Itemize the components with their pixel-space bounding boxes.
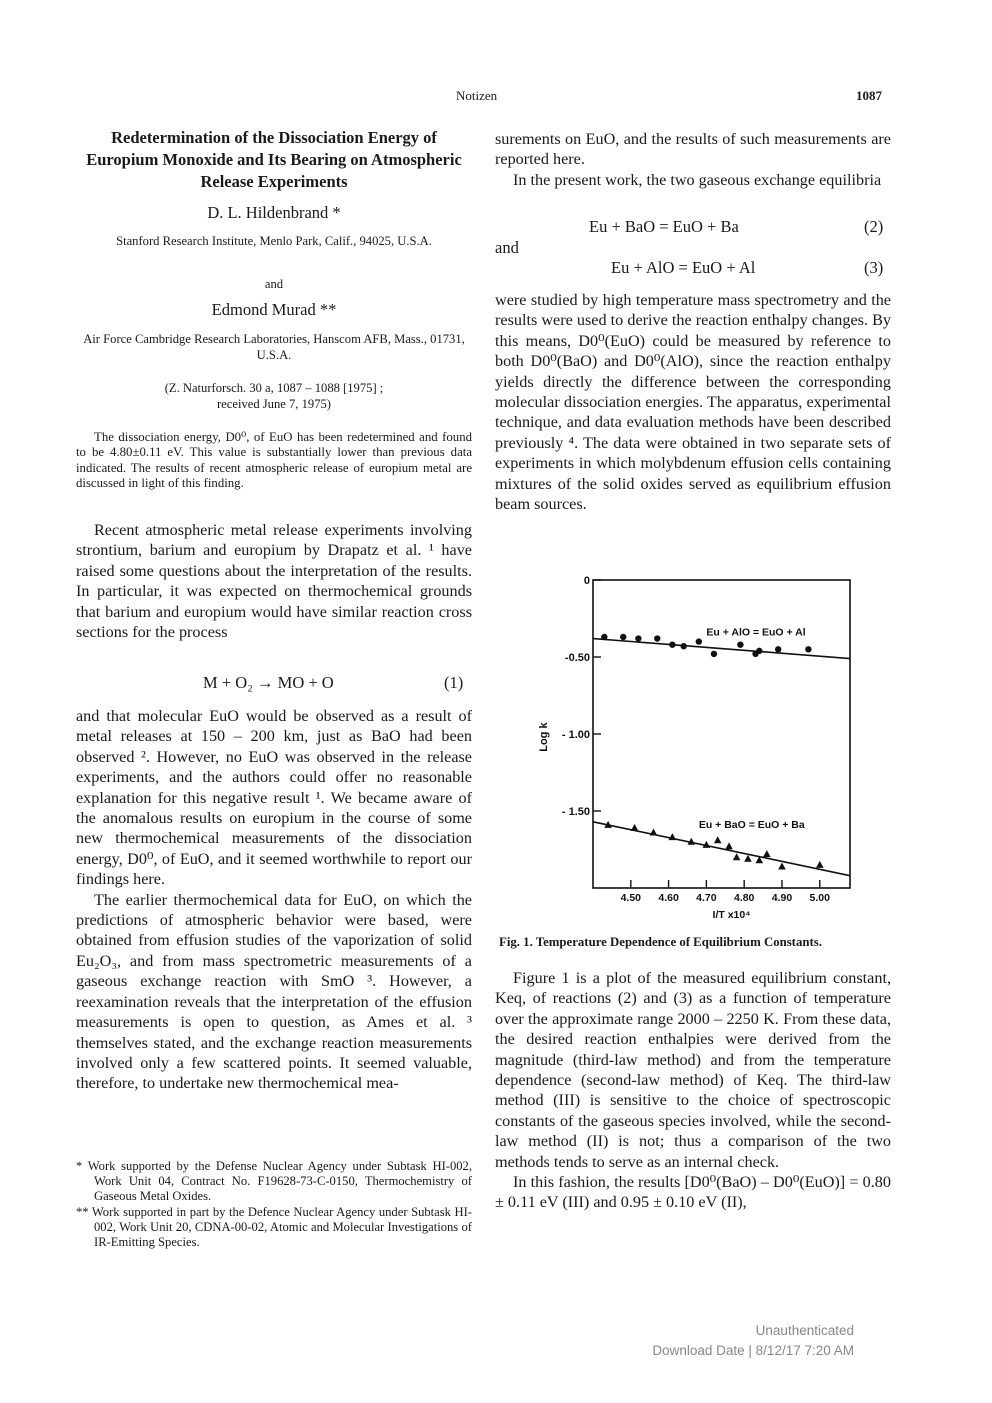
x-tick-label: 4.60 — [658, 892, 679, 904]
data-point-triangle — [669, 833, 677, 840]
equation-3-number: (3) — [864, 258, 884, 277]
page-number: 1087 — [856, 88, 882, 103]
right-body-lower — [495, 968, 891, 1213]
affiliation-1: Stanford Research Institute, Menlo Park, Calif., 94025, U.S.A. — [116, 234, 432, 248]
data-point-circle — [681, 643, 687, 649]
unauthenticated-label: Unauthenticated — [755, 1323, 854, 1338]
equation-2-number: (2) — [864, 217, 884, 236]
data-point-triangle — [714, 836, 722, 843]
footnote-1: * Work supported by the Defense Nuclear Agency under Subtask HI-002, Work Unit 04, Contract No. F19628-73-C-0150, Thermochemistry of Gaseous Metal Oxides. — [76, 1159, 472, 1204]
data-point-circle — [635, 635, 641, 641]
data-point-circle — [696, 638, 702, 644]
x-tick-label: 4.50 — [620, 892, 642, 904]
article-title: Redetermination of the Dissociation Energy of Europium Monoxide and Its Bearing on Atmospheric Release Experiments — [86, 128, 462, 191]
paragraph: In this fashion, the results [D0⁰(BaO) – D0⁰(EuO)] = 0.80 ± 0.11 eV (III) and 0.95 ± 0.10 eV (II), — [495, 1173, 891, 1212]
y-tick-label: 0 — [583, 575, 590, 587]
equation-1: M + O₂ → MO + O — [203, 673, 334, 692]
data-point-circle — [775, 646, 781, 652]
left-body-lower — [76, 706, 472, 1094]
data-point-circle — [620, 634, 626, 640]
x-axis-label: I/T x10⁴ — [712, 909, 751, 920]
paragraph: The earlier thermochemical data for EuO, on which the predictions of atmospheric behavior were based, were obtained from effusion studies of the vaporization of solid Eu₂O₃, and from mass spectrometric measurements of a gaseous exchange reaction with SmO ³. However, a reexamination reveals that the interpretation of the effusion measurements is open to question, as Ames et al. ³ themselves stated, and the exchange reaction measurements involved only a few scattered points. It seemed valuable, therefore, to undertake new thermochemical mea- — [76, 890, 472, 1093]
section-header: Notizen — [456, 88, 498, 103]
data-point-triangle — [778, 862, 786, 869]
paragraph: and that molecular EuO would be observed as a result of metal releases at 150 – 200 km, just as BaO had been observed ². However, no EuO was observed in the release experiments, and the authors could offer no reasonable explanation for this negative result ¹. We became aware of the anomalous results on europium in the course of some new thermochemical measurements of the dissociation energy, D0⁰, of EuO, and it seemed worthwhile to report our findings here. — [76, 707, 472, 889]
right-body-upper — [495, 129, 891, 190]
data-point-triangle — [650, 829, 658, 836]
data-point-triangle — [816, 861, 824, 868]
author-2: Edmond Murad ** — [211, 300, 337, 319]
data-point-triangle — [631, 824, 639, 831]
paragraph: In the present work, the two gaseous exchange equilibria — [513, 170, 882, 189]
data-point-circle — [737, 641, 743, 647]
figure-1-chart — [505, 565, 880, 920]
paragraph: surements on EuO, and the results of such measurements are reported here. — [495, 130, 891, 169]
x-tick-label: 5.00 — [809, 892, 830, 904]
data-point-circle — [805, 646, 811, 652]
data-point-circle — [756, 648, 762, 654]
y-tick-label: -0.50 — [564, 652, 590, 664]
data-point-circle — [654, 635, 660, 641]
data-point-triangle — [725, 842, 733, 849]
and-separator: and — [264, 277, 284, 291]
series-label: Eu + AlO = EuO + Al — [706, 626, 806, 639]
footnotes — [76, 1159, 472, 1250]
x-tick-label: 4.70 — [696, 892, 717, 904]
data-point-triangle — [744, 855, 752, 862]
footnote-2: ** Work supported in part by the Defence Nuclear Agency under Subtask HI-002, Work Unit 20, CDNA-00-02, Atomic and Molecular Investigations of IR-Emitting Species. — [76, 1204, 472, 1250]
author-1: D. L. Hildenbrand * — [207, 203, 341, 222]
data-point-triangle — [763, 850, 771, 857]
y-tick-label: - 1.50 — [561, 806, 590, 818]
equation-2: Eu + BaO = EuO + Ba — [589, 217, 739, 236]
data-point-circle — [669, 641, 675, 647]
y-axis-label: Log k — [538, 722, 550, 752]
data-point-triangle — [733, 853, 741, 860]
abstract: The dissociation energy, D0⁰, of EuO has been redetermined and found to be 4.80±0.11 eV. This value is substantially lower than previous data indicated. The results of recent atmospheric release of europium metal are discussed in light of this finding. — [76, 430, 472, 491]
paragraph: Recent atmospheric metal release experiments involving strontium, barium and europium by Drapatz et al. ¹ have raised some questions about the interpretation of the results. In particular, it was expected on thermochemical grounds that barium and europium would have similar reaction cross sections for the process — [76, 521, 472, 642]
paragraph: Figure 1 is a plot of the measured equilibrium constant, Keq, of reactions (2) and (3) as a function of temperature over the approximate range 2000 – 2250 K. From these data, the desired reaction enthalpies were derived from the magnitude (third-law method) and from the temperature dependence (second-law method) of Keq. The third-law method (III) is sensitive to the choice of spectroscopic constants of the gaseous species involved, while the second-law method (II) is not; thus a comparison of the two methods tends to serve as an internal check. — [495, 969, 891, 1171]
paragraph: were studied by high temperature mass spectrometry and the results were used to derive the reaction enthalpy changes. By this means, D0⁰(EuO) could be measured by reference to both D0⁰(BaO) and D0⁰(AlO), since the reaction enthalpy yields directly the difference between the corresponding molecular dissociation energies. The apparatus, experimental technique, and data evaluation methods have been described previously ⁴. The data were obtained in two separate sets of experiments in which molybdenum effusion cells containing mixtures of the solid oxides served as equilibrium effusion beam sources. — [495, 291, 891, 514]
data-point-circle — [601, 634, 607, 640]
figure-caption: Fig. 1. Temperature Dependence of Equilibrium Constants. — [499, 935, 822, 949]
right-body-middle — [495, 290, 891, 514]
citation: (Z. Naturforsch. 30 a, 1087 – 1088 [1975] ; — [164, 381, 384, 395]
equation-3: Eu + AlO = EuO + Al — [611, 258, 756, 277]
footer-watermark — [560, 1321, 854, 1361]
received-date: received June 7, 1975) — [216, 397, 331, 411]
left-body-upper — [76, 520, 472, 642]
y-tick-label: - 1.00 — [561, 729, 590, 741]
x-tick-label: 4.80 — [733, 892, 755, 904]
affiliation-2: Air Force Cambridge Research Laboratories, Hanscom AFB, Mass., 01731, U.S.A. — [83, 332, 465, 362]
and-word: and — [495, 238, 519, 257]
data-point-circle — [711, 651, 717, 657]
series-label: Eu + BaO = EuO + Ba — [698, 818, 805, 831]
download-date: Download Date | 8/12/17 7:20 AM — [652, 1343, 854, 1358]
equation-1-number: (1) — [444, 673, 464, 692]
x-tick-label: 4.90 — [771, 892, 793, 904]
